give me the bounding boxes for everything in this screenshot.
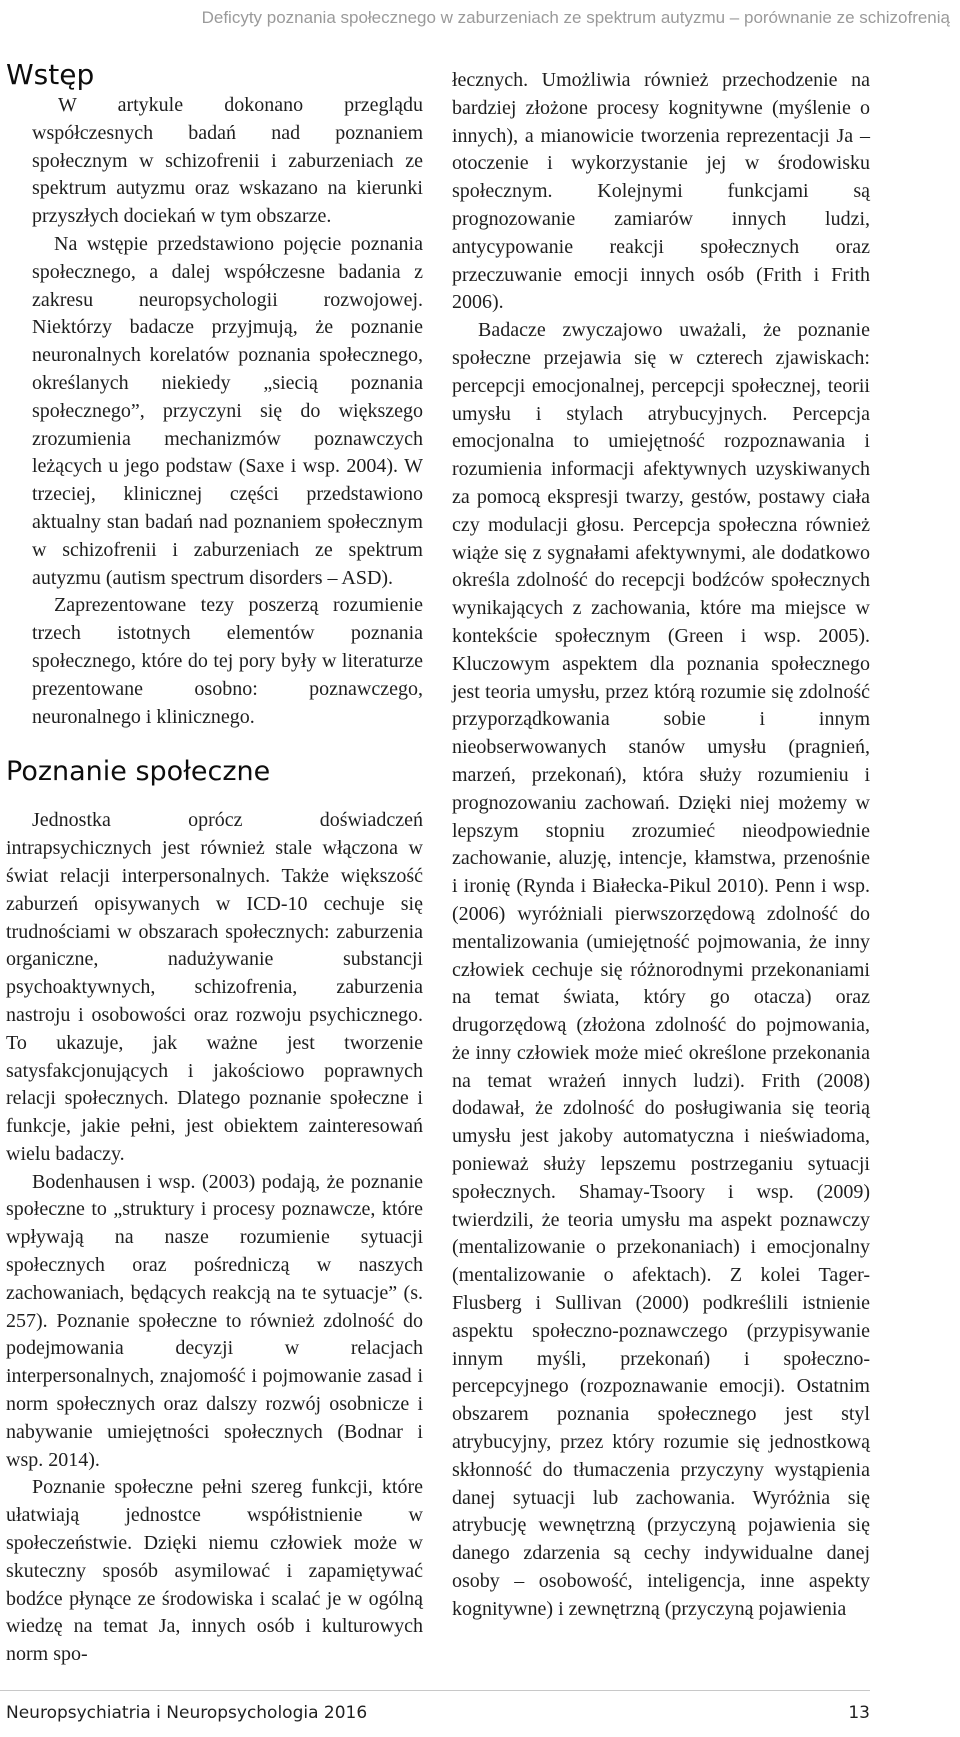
page-number: 13 [848,1703,870,1723]
section-paragraph-2: Bodenhausen i wsp. (2003) podają, że poznanie społeczne to „struktury i procesy poznawcze, które wpływają na nasze rozumienie sytuacji społecznych oraz pośredniczą w naszych zachowaniach, będących reakcją na te sytuacje” (s. 257). Poznanie społeczne to również zdolność do podejmowania decyzji w relacjach interpersonalnych, znajomość i pojmowanie zasad i norm społecznych oraz dalszy rozwój osobnicze i nabywanie umiejętności społecznych (Bodnar i wsp. 2014). [6,1170,423,1471]
heading-poznanie-spoleczne: Poznanie społeczne [6,756,271,788]
intro-paragraph-3: Zaprezentowane tezy poszerzą rozumienie trzech istotnych elementów poznania społecznego, które do tej pory były w literaturze prezentowane osobno: poznawczego, neuronalnego i klinicznego. [32,594,423,728]
journal-name: Neuropsychiatria i Neuropsychologia 2016 [6,1703,368,1723]
left-column [6,60,423,1669]
section-poznanie-body [6,807,423,1669]
right-paragraph-1: łecznych. Umożliwia również przechodzenie na bardziej złożone procesy kognitywne (myślenie o innych), a mianowicie tworzenia reprezentacji Ja – otoczenie i wykorzystanie jej w środowisku społecznym. Kolejnymi funkcjami są prognozowanie zamiarów innych ludzi, antycypowanie reakcji społecznych oraz przeczuwanie emocji innych osób (Frith i Frith 2006). [452,69,870,314]
section-paragraph-1: Jednostka oprócz doświadczeń intrapsychicznych jest również stale włączona w świat relacji interpersonalnych. Także większość zaburzeń opisywanych w ICD-10 cechuje się trudnościami w obszarach społecznych: zaburzenia organiczne, nadużywanie substancji psychoaktywnych, schizofrenia, zaburzenia nastroju i osobowości oraz rozwoju psychicznego. To ukazuje, jak ważne jest tworzenie satysfakcjonujących i jakościowo poprawnych relacji społecznych. Dlatego poznanie społeczne i funkcje, jakie pełni, jest obiektem zainteresowań wielu badaczy. [6,809,423,1165]
right-paragraph-2: Badacze zwyczajowo uważali, że poznanie społeczne przejawia się w czterech zjawiskach: percepcji emocjonalnej, percepcji społecznej, teorii umysłu i stylach atrybucyjnych. Percepcja emocjonalna to umiejętność rozpoznawania i rozumienia informacji afektywnych uzyskiwanych za pomocą ekspresji twarzy, gestów, postawy ciała czy modulacji głosu. Percepcja społeczna również wiąże się z sygnałami afektywnymi, ale dodatkowo określa zdolność do recepcji bodźców społecznych wynikających z zachowania, które ma miejsce w kontekście społecznym (Green i wsp. 2005). Kluczowym aspektem dla poznania społecznego jest teoria umysłu, przez którą rozumie się zdolność przyporządkowania sobie i innym nieobserwowanych stanów umysłu (pragnień, marzeń, przekonań), która służy rozumieniu i prognozowaniu zachowań. Dzięki niej możemy w lepszym stopniu zrozumieć nieodpowiednie zachowanie, aluzję, intencje, kłamstwa, przenośnie i ironię (Rynda i Białecka-Pikul 2010). Penn i wsp. (2006) wyróżniali pierwszorzędową zdolność do mentalizowania (umiejętność pojmowania, że inny człowiek cechuje się różnorodnymi przekonaniami na temat świata, który go otacza) oraz drugorzędową (złożona zdolność do pojmowania, że inny człowiek może mieć określone przekonania na temat wrażeń innych ludzi). Frith (2008) dodawał, że zdolność do posługiwania się teorią umysłu jest jakoby automatyczna i nieświadoma, ponieważ służy lepszemu postrzeganiu sytuacji społecznych. Shamay-Tsoory i wsp. (2009) twierdzili, że teoria umysłu ma aspekt poznawczy (mentalizowanie o przekonaniach) i emocjonalny (mentalizowanie o afektach). Z kolei Tager-Flusberg i Sullivan (2000) podkreślili istnienie aspektu społeczno-poznawczego (przypisywanie innym myśli, przekonań) i społeczno-percepcyjnego (rozpoznawanie emocji). Ostatnim obszarem poznania społecznego jest styl atrybucyjny, przez który rozumie się jednostkową skłonność do tłumaczenia przyczyny wystąpienia danej sytuacji lub zachowania. Wyróżnia się atrybucję wewnętrzną (przyczyną pojawienia się danego zdarzenia są cechy indywidualne danej osoby – osobowość, inteligencja, inne aspekty kognitywne) i zewnętrzną (przyczyną pojawienia [452,319,870,1620]
intro-paragraph-2: Na wstępie przedstawiono pojęcie poznania społecznego, a dalej współczesne badania z zakresu neuropsychologii rozwojowej. Niektórzy badacze przyjmują, że poznanie neuronalnych korelatów poznania społecznego, określanych niekiedy „siecią poznania społecznego”, przyczyni się do większego zrozumienia mechanizmów poznawczych leżących u jego podstaw (Saxe i wsp. 2004). W trzeciej, klinicznej części przedstawiono aktualny stan badań nad poznaniem społecznym w schizofrenii i zaburzeniach ze spektrum autyzmu (autism spectrum disorders – ASD). [32,232,423,589]
heading-wstep: Wstęp [6,58,95,91]
right-column [452,67,870,1624]
footer-divider [0,1690,870,1691]
section-paragraph-3: Poznanie społeczne pełni szereg funkcji, które ułatwiają jednostce współistnienie w społeczeństwie. Dzięki niemu człowiek może w skuteczny sposób asymilować i zapamiętywać bodźce płynące ze środowiska i scalać je w ogólną wiedzę na temat Ja, innych osób i kulturowych norm spo- [6,1476,423,1666]
intro-paragraph-1: W artykule dokonano przeglądu współczesnych badań nad poznaniem społecznym w schizofrenii i zaburzeniach ze spektrum autyzmu oraz wskazano na kierunki przyszłych dociekań w tym obszarze. [32,94,423,228]
intro-block [6,92,423,731]
running-header: Deficyty poznania społecznego w zaburzeniach ze spektrum autyzmu – porównanie ze schizofrenią [201,8,950,27]
